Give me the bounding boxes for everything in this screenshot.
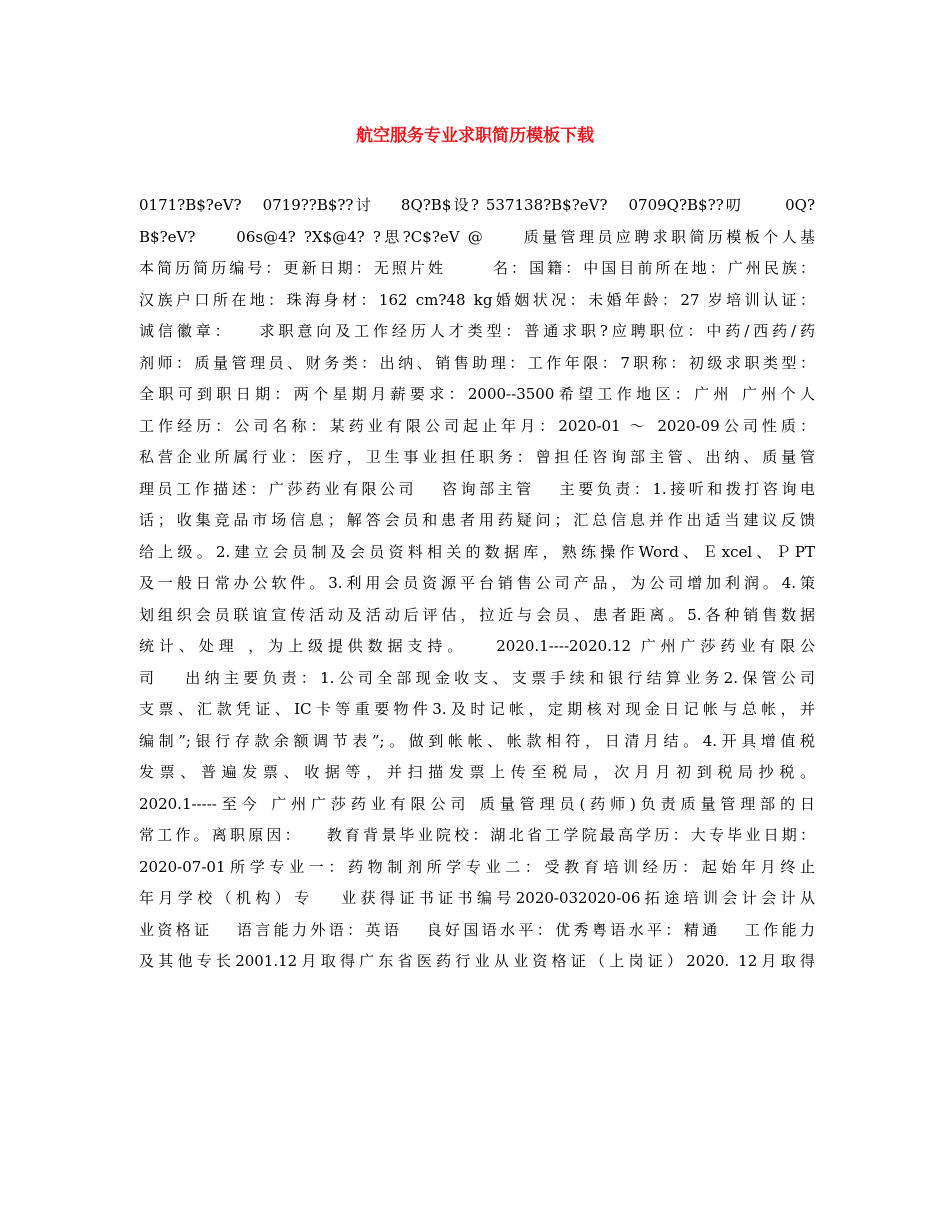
text-line: 全职可到职日期：两个星期月薪要求：2000--3500希望工作地区：广州 广州个人 [139,385,815,403]
text-line: 私营企业所属行业：医疗，卫生事业担任职务：曾担任咨询部主管、出纳、质量管 [139,448,815,466]
text-line: 统计、处理 ，为上级提供数据支持。 2020.1----2020.12 广州广莎药业有限公 [139,637,815,655]
text-line: 0171?B$?eV? 0719??B$??讨 8Q?B$设? 537138?B$?eV? 0709Q?B$??叨 0Q? [139,196,815,214]
text-line: 理员工作描述：广莎药业有限公司 咨询部主管 主要负责：1.接听和拨打咨询电 [139,479,815,498]
text-line: 支票、汇款凭证、IC卡等重要物件3.及时记帐，定期核对现金日记帐与总帐，并 [139,700,815,718]
text-line: 年月学校（机构）专 业获得证书证书编号2020-032020-06拓途培训会计会计从 [139,889,815,907]
text-line: 诚信徽章： 求职意向及工作经历人才类型：普通求职?应聘职位：中药/西药/药 [139,322,815,340]
text-line: 及其他专长2001.12月取得广东省医药行业从业资格证（上岗证）2020. 12月取得 [139,952,815,970]
text-line: 编制”;银行存款余额调节表”;。做到帐帐、帐款相符，日清月结。4.开具增值税 [139,731,815,750]
text-line: 划组织会员联谊宣传活动及活动后评估，拉近与会员、患者距离。5.各种销售数据 [139,605,815,624]
text-line: 剂师：质量管理员、财务类：出纳、销售助理：工作年限：7职称：初级求职类型： [139,353,815,372]
text-line: 常工作。离职原因： 教育背景毕业院校：湖北省工学院最高学历：大专毕业日期： [139,826,815,844]
text-line: 汉族户口所在地：珠海身材：162 cm?48 kg婚姻状况：未婚年龄：27 岁培训认证： [139,290,815,309]
text-line: 发票、普遍发票、收据等，并扫描发票上传至税局，次月月初到税局抄税。 [139,763,815,781]
text-line: 及一般日常办公软件。3.利用会员资源平台销售公司产品，为公司增加利润。4.策 [139,574,815,592]
text-line: 本简历简历编号：更新日期：无照片姓 名：国籍：中国目前所在地：广州民族： [139,259,815,277]
text-line: 给上级。2.建立会员制及会员资料相关的数据库，熟练操作Word、Ｅxcel、ＰPT [139,542,815,561]
text-line: 2020-07-01所学专业一：药物制剂所学专业二：受教育培训经历：起始年月终止 [139,857,815,876]
text-line: B$?eV? 06s@4? ?X$@4? ?思?C$?eV @ 质量管理员应聘求职简历模板个人基 [139,227,815,246]
text-line: 司 出纳主要负责：1.公司全部现金收支、支票手续和银行结算业务2.保管公司 [139,668,815,687]
text-line: 业资格证 语言能力外语：英语 良好国语水平：优秀粤语水平：精通 工作能力 [139,920,815,939]
page-title: 航空服务专业求职简历模板下载 [356,126,594,146]
text-line: 话；收集竞品市场信息；解答会员和患者用药疑问；汇总信息并作出适当建议反馈 [139,511,815,529]
text-line: 2020.1-----至今 广州广莎药业有限公司 质量管理员(药师)负责质量管理部的日 [139,794,815,813]
text-line: 工作经历：公司名称：某药业有限公司起止年月：2020-01 ～ 2020-09公司性质： [139,416,815,435]
document-body [139,190,815,978]
